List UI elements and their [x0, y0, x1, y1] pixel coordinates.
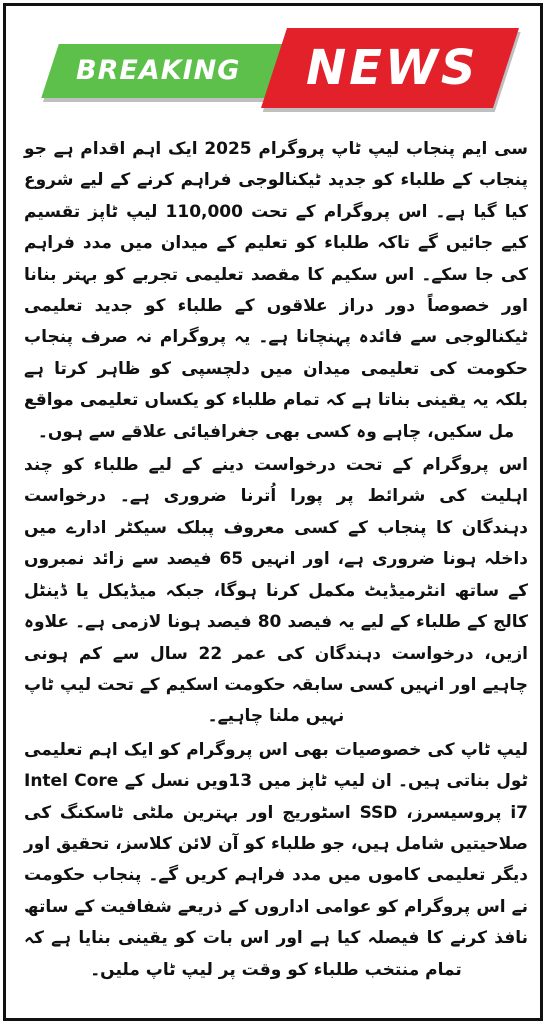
- article-paragraph: اس پروگرام کے تحت درخواست دینے کے لیے طلباء کو چند اہلیت کی شرائط پر پورا اُترنا ضروری ہے۔ درخواست دہندگان کا پنجاب کے کسی معروف پبلک سیکٹر ادارے میں داخلہ ہونا ضروری ہے، اور انہیں 65 فیصد سے زائد نمبروں کے ساتھ انٹرمیڈیٹ مکمل کرنا ہوگا، جبکہ میڈیکل یا ڈینٹل کالج کے طلباء کے لیے یہ فیصد 80 فیصد ہونا لازمی ہے۔ علاوہ ازیں، درخواست دہندگان کی عمر 22 سال سے کم ہونی چاہیے اور انہیں کسی سابقہ حکومت اسکیم کے تحت لیپ ٹاپ نہیں ملنا چاہیے۔: [24, 455, 529, 727]
- banner-word-breaking: BREAKING: [76, 55, 241, 86]
- article-frame: [3, 3, 543, 1021]
- breaking-news-banner: [36, 28, 526, 114]
- article-paragraph: لیپ ٹاپ کی خصوصیات بھی اس پروگرام کو ایک اہم تعلیمی ٹول بناتی ہیں۔ ان لیپ ٹاپز میں 13ویں نسل کے Intel Core i7 پروسیسرز، SSD اسٹوریج اور بہترین ملٹی ٹاسکنگ کی صلاحیتیں شامل ہیں، جو طلباء کو آن لائن کلاسز، تحقیق اور دیگر تعلیمی کاموں میں مدد فراہم کریں گے۔ پنجاب حکومت نے اس پروگرام کو عوامی اداروں کے ذریعے شفافیت کے ساتھ نافذ کرنے کا فیصلہ کیا ہے اور اس بات کو یقینی بنایا ہے کہ تمام منتخب طلباء کو وقت پر لیپ ٹاپ ملیں۔: [24, 739, 529, 980]
- article-body: [24, 134, 528, 988]
- banner-word-news: NEWS: [306, 40, 479, 96]
- article-paragraph: سی ایم پنجاب لیپ ٹاپ پروگرام 2025 ایک اہم اقدام ہے جو پنجاب کے طلباء کو جدید ٹیکنالوجی فراہم کرنے کے لیے شروع کیا گیا ہے۔ اس پروگرام کے تحت 110,000 لیپ ٹاپز تقسیم کیے جائیں گے تاکہ طلباء کو تعلیم کے میدان میں مدد فراہم کی جا سکے۔ اس سکیم کا مقصد تعلیمی تجربے کو بہتر بنانا اور خصوصاً دور دراز علاقوں کے طلباء کو جدید تعلیمی ٹیکنالوجی سے فائدہ پہنچانا ہے۔ یہ پروگرام نہ صرف پنجاب حکومت کی تعلیمی میدان میں دلچسپی کو ظاہر کرتا ہے بلکہ یہ یقینی بناتا ہے کہ تمام طلباء کو یکساں تعلیمی مواقع مل سکیں، چاہے وہ کسی بھی جغرافیائی علاقے سے ہوں۔: [24, 139, 528, 442]
